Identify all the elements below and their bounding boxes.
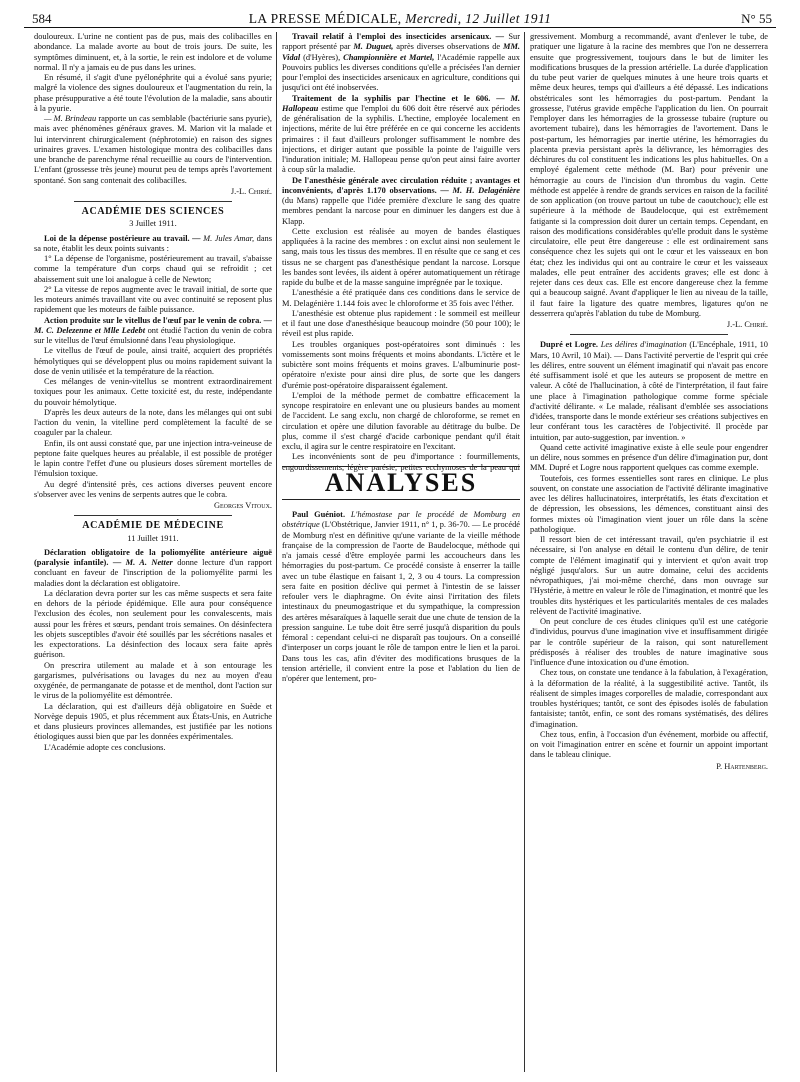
session-date: 11 Juillet 1911. bbox=[127, 533, 179, 543]
author-name: — M. Brindeau bbox=[44, 114, 97, 123]
text: ont étudié l'action du venin de cobra sur le vitellus de l'œuf émulsionné dans l'eau physiologique. bbox=[34, 325, 272, 345]
column-divider bbox=[524, 32, 525, 1072]
paragraph bbox=[34, 316, 272, 347]
paragraph: L'emploi de la méthode permet de combattre efficacement la syncope respiratoire en enlevant une ou plusieurs bandes au moment de l'accident. Le sang exclu, non chargé de chloroforme, se remet en circulation et opère une dilution favorable au détitrage du bulbe. De plus, comme il s'est chargé d'acide carbonique pendant qu'il était exclu, il agira sur le centre respiratoire en l'excitant. bbox=[282, 390, 520, 451]
article-title: Travail relatif à l'emploi des insecticides arsenicaux. — bbox=[292, 32, 505, 41]
signature: J.-L. Chirié. bbox=[726, 320, 768, 329]
paragraph bbox=[34, 548, 272, 589]
paragraph: Enfin, ils ont aussi constaté que, par une injection intra-veineuse de peptone faite quelques heures au préalable, il est possible de protéger le lapin contre l'effet d'une ou plusieurs doses sûrement mortelles de l'émulsion toxique. bbox=[34, 438, 272, 479]
column-left bbox=[34, 32, 272, 1072]
paragraph: La déclaration devra porter sur les cas même suspects et sera faite en dehors de la période épidémique. Elle aura pour conséquence l'exclusion des écoles, non seulement pour les convalescents, mais aussi pour les frères et sœurs, pendant trois semaines. On désinfectera les objets susceptibles d'avoir été souillés par les sécrétions nasales et les expectorations. La désinfection des locaux sera faite après guérison. bbox=[34, 588, 272, 660]
author-name: MM. Vidal bbox=[282, 42, 520, 62]
divider bbox=[74, 515, 232, 516]
paragraph bbox=[282, 94, 520, 176]
paragraph bbox=[530, 340, 768, 443]
paragraph: Il ressort bien de cet intéressant travail, qu'en psychiatrie il est nécessaire, si l'on analyse en détail le contenu d'un délire, de tenir compte de l'élément imaginatif qui y intervient et qu'on avait trop négligé jusqu'alors. Sur un autre domaine, celui des accidents névropathiques, j'ai moi-même cherché, dans mon ouvrage sur l'Hystérie, à mettre en valeur le rôle de l'imagination, et montré que les troubles dits hystériques et les particularités mentales de ces malades relèvent de l'activité imaginative. bbox=[530, 535, 768, 616]
text: rapporte un cas semblable (bactériurie sans pyurie), mais avec phénomènes généraux graves. M. Marion vit la malade et lui intervinrent chirurgicalement (néphrotomie) en raison des signes urinaires graves. L'examen histologique montra des colibacilles dans une branche de parenchyme rénal recueillie au cours de l'intervention. L'enfant (grossesse très jeune) mourut peu de temps après l'avortement spontané. Son sang contenait des colibacilles. bbox=[34, 114, 272, 185]
divider bbox=[570, 334, 728, 335]
paragraph: L'anesthésie a été pratiquée dans ces conditions dans le service de M. Delagénière 1.144 fois avec le chloroforme et 35 fois avec l'éther. bbox=[282, 288, 520, 308]
paragraph: gressivement. Momburg a recommandé, avant d'enlever le tube, de pratiquer une ligature à la racine des membres que l'on ne desserrera ensuite que progressivement, toujours dans le but de limiter les modifications brusques de la pression artérielle. La durée d'application du tube peut varier de quelques minutes à une heure trois quarts et même deux heures, temps qui d'ailleurs a été dépassé. Les indications obstétricales sont les hémorragies du post-partum. Pendant la grossesse, l'utérus gravide empêche l'application du lien. On pourrait l'employer dans les hémorragies de la grossesse tubaire (rupture ou avortement tubaire), dans les hémorragies de l'avortement. Dans le post-partum, les hémorragies par inertie utérine, les hémorragies du placenta prævia persistant après la délivrance, les hémorragies des déchirures du col constituent les indications les plus habituelles. On a employé également cette méthode (M. Bar) pour prévenir une hémorragie au cours de l'incision d'un thrombus du vagin. Cette méthode est appelée à rendre de grands services en raison de la facilité de son application (on trouve partout un tube de caoutchouc); elle est supérieure à la méthode de Baudelocque, qui est extrêmement fatigante si la compression doit durer un certain temps. Cependant, en raison des modifications considérables qu'elle produit dans le système circulatoire, elle peut être dangereuse : elle est ordinairement sans conséquence chez les sujets qui ont le cœur et les vaisseaux en bon état; chez les individus qui ont au contraire le cœur et les vaisseaux malades, elle peut entraîner des accidents graves; elle est donc à rejeter dans ces deux cas. Elle est encore dangereuse chez la femme qui a beaucoup saigné. Avant d'appliquer le lien au niveau de la taille, il faut faire la ligature des quatre membres, ligatures qu'on ne desserrera qu'après l'ablation du tube de Momburg. bbox=[530, 32, 768, 318]
text: (d'Hyères), bbox=[300, 52, 344, 62]
signature: J.-L. Chirié. bbox=[230, 186, 272, 196]
paragraph: Les troubles organiques post-opératoires sont diminués : les vomissements sont moins fréquents et moins abondants. L'ictère et le subictère sont moins fréquents et moins graves. L'albuminurie post-opératoire n'existe pour ainsi dire plus, de sorte que les dangers d'urémie post-opératoire disparaissent également. bbox=[282, 339, 520, 390]
column-middle-bottom bbox=[282, 510, 520, 1072]
paragraph: Quand cette activité imaginative existe à elle seule pour engendrer un délire, nous sommes en présence d'un délire d'imagination pur, dont MM. Dupré et Logre nous rapportent quelques cas comme exemple. bbox=[530, 442, 768, 473]
text: après diverses observations de bbox=[393, 42, 503, 52]
author-name: M. A. Netter bbox=[125, 558, 173, 567]
journal-name: LA PRESSE MÉDICALE, bbox=[248, 11, 402, 26]
article-title: L'hémostase par le procédé de Momburg en obstétrique bbox=[282, 510, 520, 530]
section-title: ANALYSES bbox=[324, 468, 478, 497]
journal-title bbox=[24, 11, 776, 27]
text: Dans l'activité pervertie de l'esprit qui crée les délires, entre souvent un élément imaginatif qui n'avait pas encore été suffisamment isolé et que les auteurs se proposent de mettre en valeur. A côté de l'hallucination, à côté de l'interprétation, il faut faire une place à l'imagination pathologique comme forme spéciale d'activité délirante. « Le malade, réalisant d'emblée ses associations d'idées, transporte dans le monde extérieur ses créations subjectives en leur conférant tous les caractères de l'objectivité. Il procède par intuition, par auto-suggestion, par invention. » bbox=[530, 350, 768, 442]
analyses-banner bbox=[282, 466, 520, 500]
column-middle-top bbox=[282, 32, 520, 472]
section-heading: ACADÉMIE DE MÉDECINE bbox=[82, 520, 224, 532]
paragraph: Chez tous, enfin, à l'occasion d'un événement, morbide ou affectif, on voit l'imagination entrer en scène et fournir un appoint important dans le tableau clinique. bbox=[530, 729, 768, 760]
article-title: Loi de la dépense postérieure au travail. — bbox=[44, 233, 201, 243]
signature: Georges Vitoux. bbox=[213, 501, 272, 510]
page-number: 584 bbox=[32, 11, 52, 26]
paragraph: 1° La dépense de l'organisme, postérieurement au travail, s'abaisse comme la température d'un corps chaud qui se refroidit ; cet abaissement suit une loi analogue à celle de Newton; bbox=[34, 254, 272, 284]
paragraph: Cette exclusion est réalisée au moyen de bandes élastiques appliquées à la racine des membres : on exclut ainsi non seulement le sang, mais tous les tissus des membres. Il en résulte que ce sang et ces tissus ne se chargent pas d'anesthésique pendant la narcose. Lorsque les bandes sont levées, ils aident à opérer automatiquement un rétirage rapide du bulbe et de la masse sanguine imprégnée par le toxique. bbox=[282, 226, 520, 287]
paragraph: Au degré d'intensité près, ces actions diverses peuvent encore s'observer avec les venins de serpents autres que le cobra. bbox=[34, 479, 272, 499]
paragraph: En résumé, il s'agit d'une pyélonéphrite qui a évolué sans pyurie; malgré la violence des signes douloureux et l'augmentation du rein, la phase présuppurative a été toute l'évolution de la maladie, sans aboutir à la pyurie. bbox=[34, 73, 272, 113]
author-name: M. Jules Amar, bbox=[203, 233, 255, 243]
signature: P. Hartenberg. bbox=[716, 761, 768, 771]
paragraph bbox=[34, 114, 272, 186]
text: donne lecture d'un rapport concluant en faveur de l'inscription de la poliomyélite parmi les maladies dont la déclaration est obligatoire. bbox=[34, 558, 272, 588]
text: Sur rapport présenté par bbox=[282, 32, 520, 52]
paragraph bbox=[282, 510, 520, 684]
rule bbox=[282, 499, 520, 500]
column-right bbox=[530, 32, 768, 1072]
paragraph: La déclaration, qui est d'ailleurs déjà obligatoire en Suède et Norvège depuis 1905, et plus récemment aux États-Unis, en Autriche et dans plusieurs provinces allemandes, est justifiée par les notions étiologiques aussi bien que par les données expérimentales. bbox=[34, 701, 272, 742]
paragraph: On peut conclure de ces études cliniques qu'il est une catégorie d'individus, pourvus d'une imagination vive et insuffisamment dirigée par le contrôle supérieur de la raison, qui sont naturellement prédisposés à réaliser des troubles de nature imaginative sous l'influence d'une intoxication ou d'une émotion. bbox=[530, 617, 768, 667]
text: l'Académie rappelle aux Pouvoirs publics les diverses conditions qu'elle a précisées l'an dernier pour l'emploi des insecticides arsenicaux en agriculture, conditions qui jusqu'ici ont été inobservées. bbox=[282, 52, 520, 93]
article-title: Déclaration obligatoire de la poliomyélite antérieure aiguë (paralysie infantile). — bbox=[34, 547, 272, 567]
reference: (L'Obstétrique, Janvier 1911, n° 1, p. 36-70. — bbox=[319, 520, 481, 530]
text: Le procédé de Momburg n'est en définitive qu'une variante de la vieille méthode française de la compression de l'aorte de Baudelocque, méthode qui n'a jamais cessé d'être employée parmi les accoucheurs dans les hémorragies du post-partum. Ce procédé consiste à enserrer la taille avec un tube élastique en faisant 1, 2, 3 ou 4 tours. La compression sera faite en position déclive qui permet à l'intestin de se laisser refouler vers le diaphragme. On évite ainsi l'irritation des filets intestinaux du pneumogastrique et du sympathique, la compression des artères mésaraïques à laquelle serait due une chute de tension de la pression sanguine. Le tube doit être serré jusqu'à disparition du pouls fémoral : cependant celui-ci ne disparaît pas toujours. On a conseillé d'interposer un corps jouant le rôle de tampon entre le lien et la paroi. Dans tous les cas, afin d'éviter des modifications brusques de la tension artérielle, il convient entre la pose et l'ablation du lien de n'opérer que lentement, pro- bbox=[282, 520, 520, 683]
section-heading: ACADÉMIE DES SCIENCES bbox=[81, 206, 225, 217]
paragraph: Toutefois, ces formes essentielles sont rares en clinique. Le plus souvent, on constate une association de l'activité délirante imaginative avec les délires hallucinatoires, interprétatifs, les états d'excitation et de dépression, les obsessions, les démences, constituant ainsi des formes mixtes où l'imagination vient jouer un rôle dans la scène pathologique. bbox=[530, 473, 768, 534]
paragraph bbox=[282, 32, 520, 94]
issue-number: N° 55 bbox=[741, 11, 772, 26]
session-date: 3 Juillet 1911. bbox=[129, 219, 177, 229]
paragraph: Chez tous, on constate une tendance à la fabulation, à l'exagération, à la déformation de la réalité, à la suggestibilité active. Tantôt, ils réalisent de simples images corporelles de maladie, correspondant aux troubles hystériques; tantôt, ce sont des épisodes isolés de fabulation fantaisiste; tantôt, enfin, ce sont des romans systématisés, des délires d'imagination. bbox=[530, 668, 768, 729]
paragraph: Le vitellus de l'œuf de poule, ainsi traité, acquiert des propriétés hémolytiques qui se développent plus ou moins rapidement suivant la dose de venin utilisée et la température de la réaction. bbox=[34, 346, 272, 376]
article-title: Action produite sur le vitellus de l'œuf par le venin de cobra. — bbox=[44, 315, 272, 325]
author-name: Championnière et Martel, bbox=[343, 52, 435, 62]
rule bbox=[282, 466, 520, 467]
paragraph: Ces mélanges de venin-vitellus se montrent extraordinairement toxiques pour les animaux. Cette toxicité est, du reste, indépendante du pouvoir hémolytique. bbox=[34, 377, 272, 407]
issue-date: Mercredi, 12 Juillet 1911 bbox=[405, 11, 552, 26]
text: dans sa note, établit les deux points suivants : bbox=[34, 233, 272, 253]
author-name: Paul Guéniot. bbox=[292, 510, 346, 519]
paragraph bbox=[34, 234, 272, 255]
reference: (L'Encéphale, 1911, 10 Mars, 10 Avril, 10 Mai). — bbox=[530, 340, 768, 360]
text: (du Mans) rappelle que l'idée première d'exclure le sang des quatre membres pendant la narcose pour en diminuer les dangers est due à Klapp. bbox=[282, 196, 520, 226]
divider bbox=[74, 201, 232, 202]
article-title: Traitement de la syphilis par l'hectine et le 606. — bbox=[292, 93, 505, 103]
author-name: M. H. Delagénière bbox=[452, 185, 520, 195]
author-name: M. C. Delezenne et Mlle Ledebt bbox=[34, 325, 146, 335]
paragraph: douloureux. L'urine ne contient pas de pus, mais des colibacilles en abondance. La malade avorte au bout de trois jours. De suite, les symptômes diminuent, et, à la sortie, le rein est indolore et de volume normal. Il n'y a jamais eu de pus dans les urines. bbox=[34, 32, 272, 72]
paragraph: 2° La vitesse de repos augmente avec le travail initial, de sorte que les moteurs animés travaillant vite ou avec continuité se reposent plus rapidement que les moteurs de faible puissance. bbox=[34, 284, 272, 315]
author-name: M. Duguet, bbox=[353, 42, 394, 52]
page-header bbox=[24, 7, 776, 28]
article-title: De l'anesthésie générale avec circulation réduite ; avantages et inconvénients, d'après 1.170 observations. — bbox=[282, 175, 520, 195]
article-title: Les délires d'imagination bbox=[598, 340, 687, 350]
column-divider bbox=[276, 32, 277, 1072]
author-name: M. Hallopeau bbox=[282, 93, 520, 113]
paragraph bbox=[282, 176, 520, 227]
paragraph: Les inconvénients sont de peu d'importance : fourmillements, engourdissements, légère parésie, petites ecchymoses de la peau qui bbox=[282, 452, 520, 472]
paragraph: D'après les deux auteurs de la note, dans les mélanges qui ont subi l'action du venin, la vitelline perd complètement la faculté de se coaguler par la chaleur. bbox=[34, 407, 272, 438]
paragraph: L'anesthésie est obtenue plus rapidement : le sommeil est meilleur et il faut une dose d'anesthésique beaucoup moindre (50 pour 100); le réveil est plus rapide. bbox=[282, 308, 520, 339]
author-name: Dupré et Logre. bbox=[540, 340, 599, 350]
paragraph: On prescrira utilement au malade et à son entourage les gargarismes, pulvérisations ou lavages du nez au moyen d'eau oxygénée, de permanganate de potasse et de menthol, dont l'action sur le virus de la poliomyélite est démontrée. bbox=[34, 660, 272, 701]
text: estime que l'emploi du 606 doit être réservé aux périodes de généralisation de la syphilis. L'hectine, employée localement en injections, mérite de lui être préférée en ce qui concerne les accidents primaires : il faut d'ailleurs prolonger suffisamment le nombre des injections, et diriger autant que possible la pointe de l'aiguille vers l'induration initiale; M. Hallopeau pense qu'on peut ainsi faire avorter à coup sûr la maladie. bbox=[282, 103, 520, 175]
paragraph: L'Académie adopte ces conclusions. bbox=[44, 742, 166, 752]
